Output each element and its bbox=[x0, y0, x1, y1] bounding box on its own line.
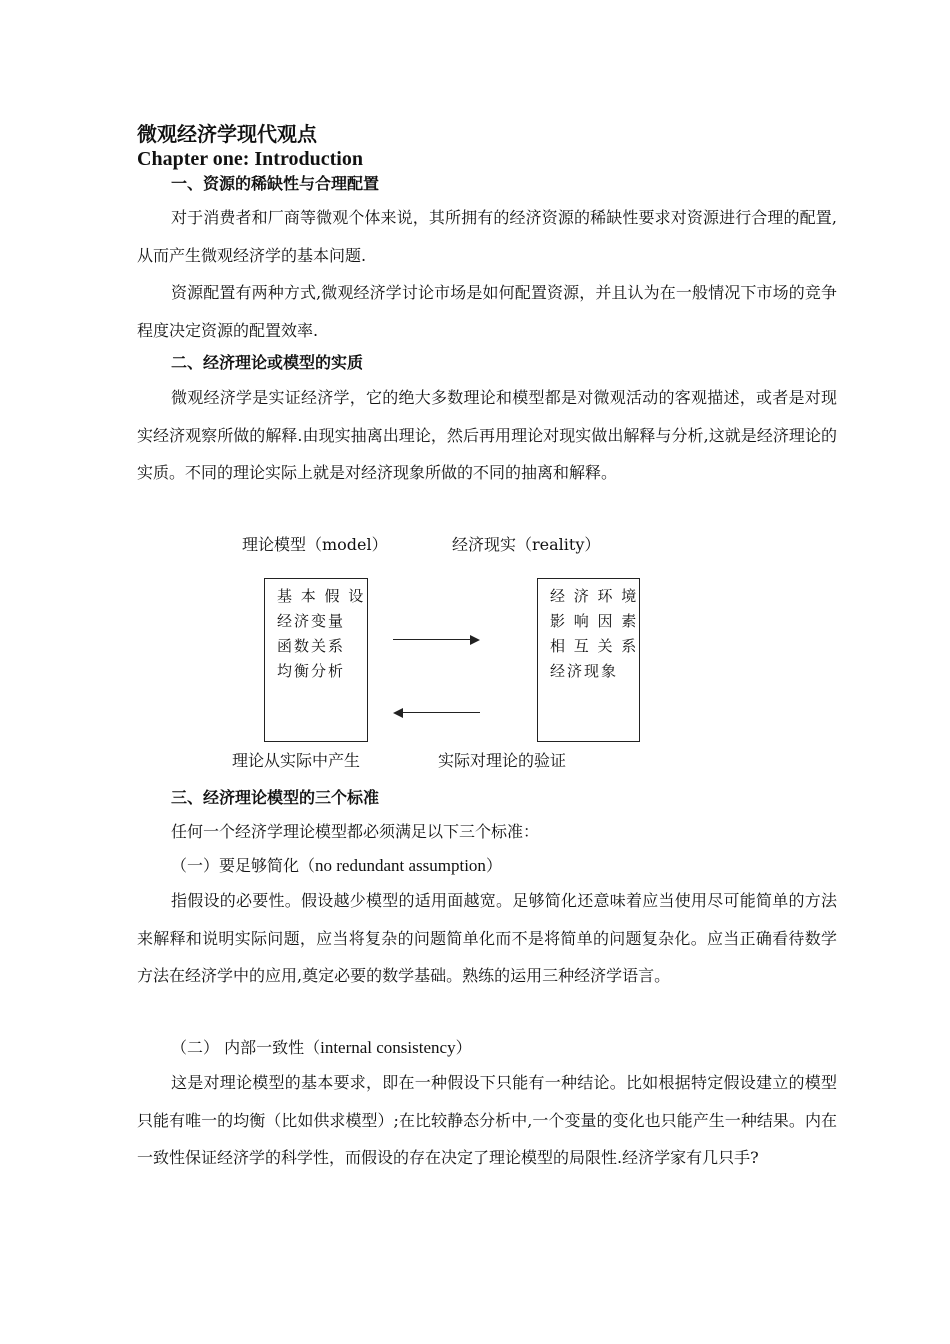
section3-intro: 任何一个经济学理论模型都必须满足以下三个标准： bbox=[171, 822, 540, 841]
subsection2-english: internal consistency bbox=[320, 1038, 456, 1057]
subsection1-close: ） bbox=[485, 856, 502, 875]
box-line: 均衡分析 bbox=[277, 662, 346, 680]
subsection2-label: （二） 内部一致性（ bbox=[171, 1038, 321, 1057]
box-line: 函数关系 bbox=[277, 637, 346, 655]
box-line: 相 互 关 系 bbox=[550, 637, 639, 655]
section1-paragraph-2: 资源配置有两种方式,微观经济学讨论市场是如何配置资源，并且认为在一般情况下市场的竞争程度决定资源的配置效率. bbox=[137, 283, 837, 340]
box-line: 影 响 因 素 bbox=[550, 612, 639, 630]
box-line: 经济变量 bbox=[277, 612, 346, 630]
subsection1-english: no redundant assumption bbox=[315, 856, 486, 875]
subsection2-heading bbox=[171, 1036, 472, 1060]
chapter-title: Chapter one: Introduction bbox=[137, 148, 363, 170]
theory-model-box bbox=[264, 578, 368, 742]
section3-heading: 三、经济理论模型的三个标准 bbox=[171, 788, 380, 807]
section1-heading: 一、资源的稀缺性与合理配置 bbox=[171, 174, 380, 193]
subsection2-paragraph: 这是对理论模型的基本要求，即在一种假设下只能有一种结论。比如根据特定假设建立的模型只能有唯一的均衡（比如供求模型）;在比较静态分析中,一个变量的变化也只能产生一种结果。内在一致性保证经济学的科学性，而假设的存在决定了理论模型的局限性.经济学家有几只手? bbox=[137, 1073, 837, 1167]
box-line: 经济现象 bbox=[550, 662, 619, 680]
diagram-bottom-left-label: 理论从实际中产生 bbox=[232, 751, 361, 770]
diagram-right-title: 经济现实（reality） bbox=[452, 535, 601, 554]
section1-paragraph-1: 对于消费者和厂商等微观个体来说，其所拥有的经济资源的稀缺性要求对资源进行合理的配置,从而产生微观经济学的基本问题. bbox=[137, 208, 837, 265]
diagram-left-title: 理论模型（model） bbox=[242, 535, 388, 554]
box-line: 基 本 假 设 bbox=[277, 587, 366, 605]
economic-reality-box bbox=[537, 578, 640, 742]
subsection1-label: （一）要足够简化（ bbox=[171, 856, 316, 875]
document-title: 微观经济学现代观点 bbox=[137, 122, 317, 146]
subsection1-paragraph: 指假设的必要性。假设越少模型的适用面越宽。足够简化还意味着应当使用尽可能简单的方法来解释和说明实际问题，应当将复杂的问题简单化而不是将简单的问题复杂化。应当正确看待数学方法在经济学中的应用,奠定必要的数学基础。熟练的运用三种经济学语言。 bbox=[137, 891, 837, 985]
section2-paragraph: 微观经济学是实证经济学，它的绝大多数理论和模型都是对微观活动的客观描述，或者是对现实经济观察所做的解释.由现实抽离出理论，然后再用理论对现实做出解释与分析,这就是经济理论的实质。不同的理论实际上就是对经济现象所做的不同的抽离和解释。 bbox=[137, 388, 837, 482]
subsection2-close: ） bbox=[455, 1038, 472, 1057]
section2-heading: 二、经济理论或模型的实质 bbox=[171, 353, 364, 372]
box-line: 经 济 环 境 bbox=[550, 587, 639, 605]
diagram-bottom-right-label: 实际对理论的验证 bbox=[438, 751, 567, 770]
subsection1-heading bbox=[171, 854, 502, 878]
